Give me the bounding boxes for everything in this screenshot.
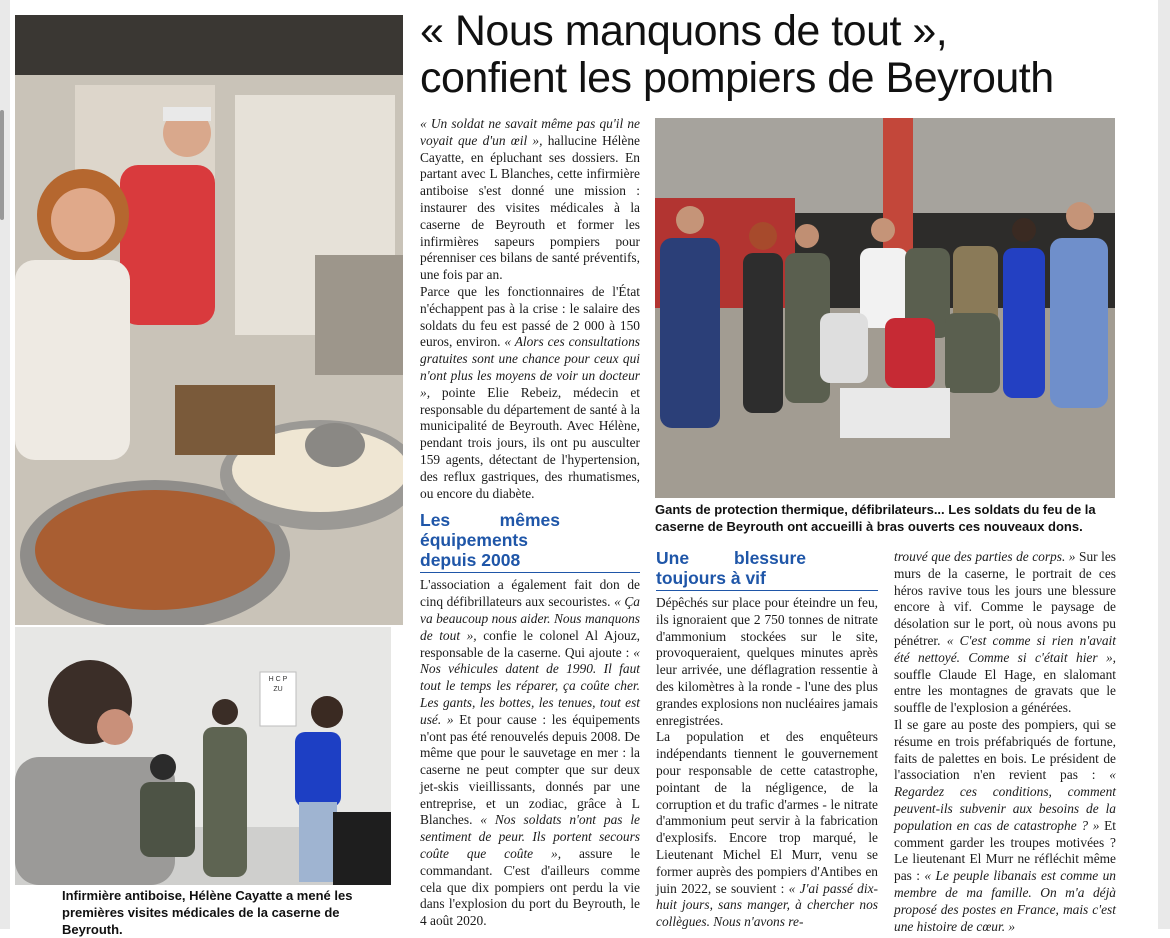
photo-medical-exam bbox=[15, 627, 391, 885]
col1-quote-3b: « Nos véhicules datent de 1990. Il faut tout le temps les réparer, ça coûte cher. Les gants, les bottes, les tenues, tout est usé. » bbox=[420, 644, 640, 727]
col1-text-2a: Parce que les fonctionnaires de l'État n'échappent pas à la crise : le salaire des soldats du feu est passé de 2 000 à 150 euros, environ. bbox=[420, 283, 640, 350]
col2-paragraph-2 bbox=[656, 729, 878, 931]
col3-quote-2b: « Le peuple libanais est comme un membre de ma famille. On m'a déjà proposé des postes en France, mais c'est une histoire de cœur. » bbox=[894, 868, 1116, 934]
col3-paragraph-1 bbox=[894, 549, 1116, 717]
subhead-equipements: Les mêmes équipements depuis 2008 bbox=[420, 510, 560, 571]
col1-quote-3c: « Nos soldats n'ont pas le sentiment de peur. Ils portent secours coûte que coûte », bbox=[420, 812, 641, 862]
col3-text-1a: Sur les murs de la caserne, le portrait de ces héros ravive tous les jours une blessure encore à vif. Comme le paysage de désolation sur le port, où nous avons pu pénétrer. bbox=[894, 549, 1116, 648]
col1-paragraph-3 bbox=[420, 577, 640, 930]
column-1 bbox=[420, 116, 640, 930]
col1-text-3a: L'association a également fait don de cinq défibrillateurs aux secouristes. bbox=[420, 577, 640, 610]
col3-text-2b: Et comment garder les troupes motivées ? Le lieutenant El Murr ne réfléchit même pas : bbox=[894, 817, 1116, 884]
caption-exam-photo: Infirmière antiboise, Hélène Cayatte a mené les premières visites médicales de la caserne de Beyrouth. bbox=[62, 888, 353, 937]
col1-quote-3a: « Ça va beaucoup nous aider. Nous manquons de tout », bbox=[420, 594, 640, 643]
caption-group-photo: Gants de protection thermique, défibrilateurs... Les soldats du feu de la caserne de Beyrouth ont accueilli à bras ouverts ces nouveaux dons. bbox=[655, 502, 1096, 534]
col1-paragraph-2 bbox=[420, 284, 640, 502]
right-margin bbox=[1158, 0, 1170, 929]
eye-chart-text: H C P ZU bbox=[268, 676, 288, 693]
col3-text-1b: souffle Claude El Hage, en slalomant entre les montagnes de gravats que le souffle de l'explosion a générées. bbox=[894, 666, 1116, 716]
col1-paragraph-1 bbox=[420, 116, 640, 284]
column-3 bbox=[894, 549, 1116, 935]
col1-text-2b: pointe Elie Rebeiz, médecin et responsable du département de santé à la municipalité de Beyrouth. Avec Hélène, pendant trois jours, ils ont pu ausculter 159 agents, détectant de l'hypertension, des reflux gastriques, des rhumatismes, ou encore du diabète. bbox=[420, 384, 640, 501]
col3-paragraph-2 bbox=[894, 717, 1116, 935]
col1-subhead-block bbox=[420, 510, 640, 573]
col3-text-2a: Il se gare au poste des pompiers, qui se résume en trois préfabriqués de fortune, faits de palettes en bois. Le président de l'association n'en revient pas : bbox=[894, 716, 1116, 783]
col3-quote-2: « Regardez ces conditions, comment peuvent-ils subvenir aux besoins de la population en cas de catastrophe ? » bbox=[894, 767, 1116, 833]
col3-quote-1b: « C'est comme si rien n'avait été nettoyé. Comme si c'était hier », bbox=[894, 632, 1116, 665]
col1-text-3b: confie le colonel Al Ajouz, responsable de la caserne. Qui ajoute : bbox=[420, 627, 640, 660]
photo-cooking bbox=[15, 15, 403, 625]
col1-text-1: hallucine Hélène Cayatte, en épluchant ses dossiers. En partant avec L Blanches, cette infirmière antiboise s'est donné une mission : instaurer des visites médicales à la caserne de Beyrouth et former les infirmières sapeurs pompiers pour pérenniser ces bilans de santé préventifs, une fois par an. bbox=[420, 132, 640, 283]
col1-quote-2: « Alors ces consultations gratuites sont une chance pour ceux qui n'ont plus les moyens de voir un docteur », bbox=[420, 334, 640, 400]
subhead-blessure: Une blessure toujours à vif bbox=[656, 548, 806, 588]
photo-group-firefighters bbox=[655, 118, 1115, 498]
headline bbox=[420, 8, 1140, 102]
col2-quote-2: « J'ai passé dix-huit jours, sans manger, à chercher nos collègues. Nous n'avons re- bbox=[656, 880, 878, 930]
column-2 bbox=[656, 548, 878, 931]
col2-text-2a: La population et des enquêteurs indépendants tiennent le gouvernement pour responsable de cette catastrophe, pointant de la négligence, de la corruption et du trafic d'armes - le nitrate d'ammonium peut servir à la fabrication d'explosifs. Encore trop marqué, le Lieutenant Michel El Murr, venu se former auprès des pompiers d'Antibes en juin 2022, se souvient : bbox=[656, 729, 878, 896]
col2-subhead-block bbox=[656, 548, 878, 591]
col3-quote-1: trouvé que des parties de corps. » bbox=[894, 549, 1076, 564]
scroll-indicator[interactable] bbox=[0, 110, 4, 220]
headline-line-1: « Nous manquons de tout », bbox=[420, 7, 948, 55]
col1-quote-1: « Un soldat ne savait même pas qu'il ne voyait que d'un œil », bbox=[420, 116, 640, 148]
headline-line-2: confient les pompiers de Beyrouth bbox=[420, 54, 1054, 102]
col1-text-3d: assure le commandant. C'est d'ailleurs comme cela que dix pompiers ont perdu la vie dans l'explosion du port du Beyrouth, le 4 août 2020. bbox=[420, 846, 641, 929]
col1-text-3c: Et pour cause : les équipements n'ont pas été renouvelés depuis 2008. De même que pour le sauvetage en mer : la caserne ne peut compter que sur deux jet-skis vieillissants, donnés par une entreprise, et un zodiac, grâce à L Blanches. bbox=[420, 711, 640, 828]
col2-paragraph-1: Dépêchés sur place pour éteindre un feu, ils ignoraient que 2 750 tonnes de nitrate d'ammonium stockées sur le site, provoqueraient, quelques minutes après leur arrivée, une déflagration ressentie à des kilomètres à la ronde - l'une des plus grandes explosions non nucléaires jamais enregistrées. bbox=[656, 595, 878, 728]
